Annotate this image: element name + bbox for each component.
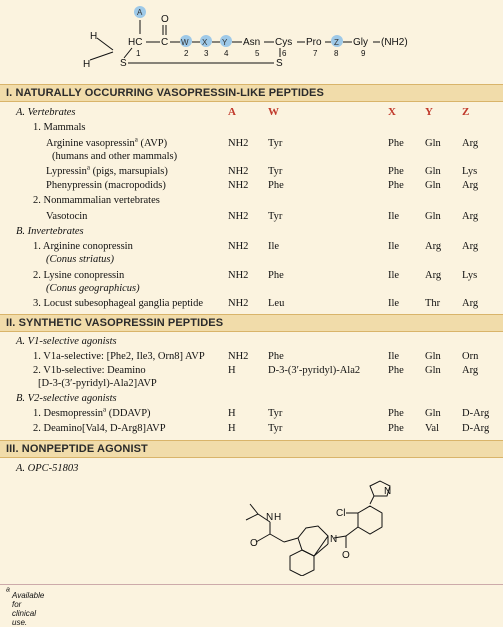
struct-N2: N bbox=[266, 512, 274, 523]
scheme-Z: Z bbox=[334, 38, 339, 47]
section-3-header: III. NONPEPTIDE AGONIST bbox=[0, 440, 503, 458]
scheme-Gly: Gly bbox=[353, 37, 368, 48]
section-1-header: I. NATURALLY OCCURRING VASOPRESSIN-LIKE PEPTIDES bbox=[0, 84, 503, 102]
scheme-W: W bbox=[181, 38, 189, 47]
struct-O2: O bbox=[342, 550, 350, 561]
scheme-S-left: S bbox=[120, 58, 127, 69]
scheme-S-right: S bbox=[276, 58, 283, 69]
struct-O: O bbox=[250, 538, 258, 549]
section-2-header: II. SYNTHETIC VASOPRESSIN PEPTIDES bbox=[0, 314, 503, 332]
svg-text:6: 6 bbox=[282, 49, 287, 58]
scheme-Asn: Asn bbox=[243, 37, 261, 48]
footnote: $^a$ Available for clinical use. bbox=[0, 584, 503, 601]
opc-51803-structure bbox=[210, 476, 410, 576]
struct-N1: N bbox=[384, 486, 392, 497]
svg-text:2: 2 bbox=[184, 49, 189, 58]
scheme-H2: H bbox=[83, 59, 91, 70]
bubble-A-label: A bbox=[137, 8, 143, 17]
scheme-X: X bbox=[202, 38, 208, 47]
svg-text:9: 9 bbox=[361, 49, 366, 58]
scheme-C: C bbox=[161, 37, 169, 48]
svg-text:4: 4 bbox=[224, 49, 229, 58]
col-header-Z: Z bbox=[462, 106, 470, 118]
struct-N3: N bbox=[330, 534, 338, 545]
scheme-Y: Y bbox=[222, 38, 228, 47]
scheme-Cys: Cys bbox=[275, 37, 293, 48]
opc-structure-svg bbox=[210, 476, 410, 576]
peptide-scheme-svg bbox=[0, 0, 503, 82]
scheme-HC: HC bbox=[128, 37, 143, 48]
scheme-O: O bbox=[161, 14, 169, 25]
struct-Cl: Cl bbox=[336, 508, 346, 519]
scheme-NH2: (NH2) bbox=[381, 37, 408, 48]
col-header-A: A bbox=[228, 106, 236, 118]
col-header-Y: Y bbox=[425, 106, 433, 118]
svg-text:8: 8 bbox=[334, 49, 339, 58]
svg-text:1: 1 bbox=[136, 49, 141, 58]
scheme-Pro: Pro bbox=[306, 37, 322, 48]
svg-text:7: 7 bbox=[313, 49, 318, 58]
peptide-scheme bbox=[0, 0, 503, 82]
col-header-W: W bbox=[268, 106, 279, 118]
col-header-X: X bbox=[388, 106, 396, 118]
scheme-H1: H bbox=[90, 31, 98, 42]
svg-text:5: 5 bbox=[255, 49, 260, 58]
struct-H: H bbox=[274, 512, 282, 523]
svg-text:3: 3 bbox=[204, 49, 209, 58]
